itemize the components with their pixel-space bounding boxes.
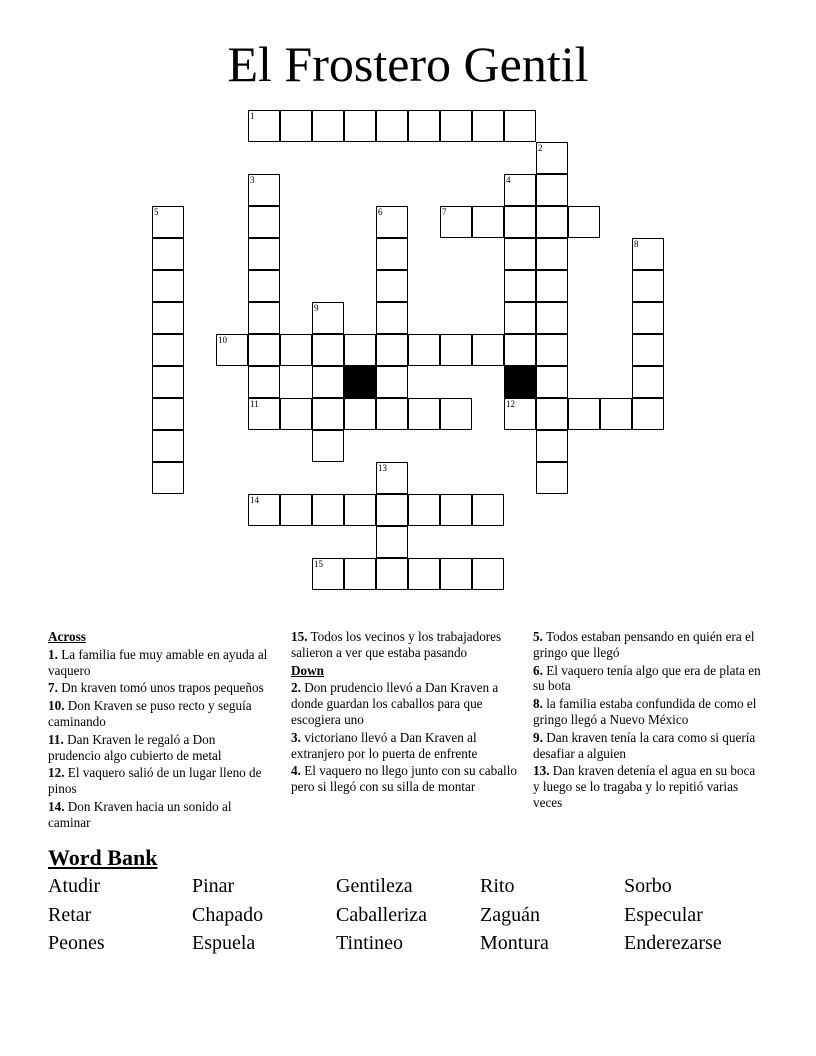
word-bank-word: Caballeriza [336,904,428,926]
grid-cell[interactable] [632,398,664,430]
grid-cell[interactable] [152,366,184,398]
clue-label: 2. [291,680,301,696]
word-bank-word: Chapado [192,904,264,926]
clue-label: 7. [48,680,58,696]
clue-label: 13. [533,763,550,779]
grid-cell[interactable] [440,110,472,142]
grid-cell[interactable] [504,238,536,270]
grid-cell[interactable] [344,558,376,590]
grid-cell[interactable] [536,430,568,462]
down-clue: 4. El vaquero no llego junto con su caballo pero si llegó con su silla de montar [291,763,517,795]
clue-label: 11. [48,731,64,747]
clues-column-3 [533,629,765,813]
grid-cell[interactable] [504,302,536,334]
grid-cell[interactable] [408,494,440,526]
clue-label: 6. [533,662,543,678]
grid-cell[interactable] [536,174,568,206]
down-clue: 5. Todos estaban pensando en quién era el gringo que llegó [533,629,755,660]
grid-block-cell [504,366,536,398]
down-clue: 9. Dan kraven tenía la cara como si quería desafiar a alguien [533,729,756,761]
grid-cell[interactable] [152,238,184,270]
clue-number: 13 [378,463,387,473]
grid-cell[interactable] [440,558,472,590]
clues-column-2 [291,629,521,797]
grid-cell[interactable] [504,398,536,430]
grid-cell[interactable] [376,366,408,398]
grid-cell[interactable] [152,430,184,462]
grid-cell[interactable] [376,302,408,334]
clue-label: 5. [533,629,543,644]
grid-cell[interactable] [344,494,376,526]
grid-cell[interactable] [152,334,184,366]
grid-cell[interactable] [312,398,344,430]
grid-cell[interactable] [440,494,472,526]
clue-label: 9. [533,729,543,745]
grid-cell[interactable] [376,526,408,558]
across-clue: 12. El vaquero salió de un lugar lleno de pinos [48,765,262,797]
clue-number: 12 [506,399,515,409]
across-clue: 15. Todos los vecinos y los trabajadores salieron a ver que estaba pasando [291,629,502,660]
grid-cell[interactable] [568,398,600,430]
grid-cell[interactable] [248,110,280,142]
across-clue: 1. La familia fue muy amable en ayuda al vaquero [48,646,268,678]
clue-number: 2 [538,143,543,153]
word-bank-title: Word Bank [48,845,158,870]
clue-label: 14. [48,798,65,814]
grid-cell[interactable] [504,206,536,238]
down-clue: 6. El vaquero tenía algo que era de plata en su bota [533,662,761,694]
grid-cell[interactable] [632,238,664,270]
word-bank-word: Pinar [192,875,235,897]
word-bank-word: Sorbo [624,875,672,897]
grid-cell[interactable] [536,270,568,302]
clue-number: 7 [442,207,447,217]
grid-cell[interactable] [248,270,280,302]
grid-cell[interactable] [408,398,440,430]
grid-cell[interactable] [536,366,568,398]
grid-cell[interactable] [280,398,312,430]
clue-label: 10. [48,698,65,714]
across-clue: 14. Don Kraven hacia un sonido al caminar [48,798,232,830]
grid-cell[interactable] [632,302,664,334]
grid-cell[interactable] [344,334,376,366]
grid-cell[interactable] [248,302,280,334]
grid-cell[interactable] [504,174,536,206]
grid-cell[interactable] [408,558,440,590]
word-bank-word: Retar [48,904,92,926]
grid-cell[interactable] [248,206,280,238]
grid-cell[interactable] [408,334,440,366]
grid-cell[interactable] [632,270,664,302]
grid-cell[interactable] [472,334,504,366]
clue-number: 4 [506,175,511,185]
grid-cell[interactable] [344,110,376,142]
clue-label: 12. [48,765,65,781]
page-title: El Frostero Gentil [227,36,589,92]
grid-cell[interactable] [312,366,344,398]
grid-cell[interactable] [536,398,568,430]
grid-cell[interactable] [152,206,184,238]
down-clue: 8. la familia estaba confundida de como el gringo llegó a Nuevo México [533,696,757,727]
grid-cell[interactable] [152,302,184,334]
grid-cell[interactable] [312,110,344,142]
across-clue: 10. Don Kraven se puso recto y seguía caminando [48,698,252,729]
clue-number: 8 [634,239,639,249]
grid-cell[interactable] [376,270,408,302]
grid-cell[interactable] [216,334,248,366]
word-bank-word: Espuela [192,932,256,954]
grid-cell[interactable] [248,494,280,526]
grid-cell[interactable] [376,334,408,366]
clue-number: 14 [250,495,259,505]
clue-number: 3 [250,175,255,185]
grid-cell[interactable] [280,110,312,142]
word-bank-word: Enderezarse [624,932,722,954]
grid-cell[interactable] [472,206,504,238]
grid-cell[interactable] [472,494,504,526]
down-clue: 3. victoriano llevó a Dan Kraven al extranjero por lo puerta de enfrente [291,729,478,761]
grid-cell[interactable] [376,462,408,494]
grid-cell[interactable] [376,110,408,142]
grid-cell[interactable] [536,462,568,494]
grid-cell[interactable] [472,110,504,142]
clue-number: 15 [314,559,323,569]
grid-cell[interactable] [600,398,632,430]
word-bank-word: Zaguán [480,904,540,926]
word-bank-word: Gentileza [336,875,413,897]
grid-cell[interactable] [376,494,408,526]
clue-label: 8. [533,696,543,712]
grid-cell[interactable] [376,238,408,270]
grid-cell[interactable] [312,494,344,526]
across-heading: Across [48,629,86,644]
grid-cell[interactable] [280,494,312,526]
across-clue: 11. Dan Kraven le regaló a Don prudencio algo cubierto de metal [48,731,222,763]
word-bank-word: Rito [480,875,515,897]
down-heading: Down [291,662,324,678]
grid-cell[interactable] [536,238,568,270]
grid-cell[interactable] [376,398,408,430]
grid-cell[interactable] [536,142,568,174]
grid-cell[interactable] [440,334,472,366]
word-bank-word: Peones [48,932,105,954]
grid-cell[interactable] [344,398,376,430]
grid-cell[interactable] [248,398,280,430]
word-bank-word: Montura [480,932,549,954]
grid-cell[interactable] [472,558,504,590]
word-bank-word: Especular [624,904,703,926]
clue-number: 10 [218,335,227,345]
grid-cell[interactable] [440,206,472,238]
grid-block-cell [344,366,376,398]
clue-number: 5 [154,207,159,217]
clue-label: 3. [291,729,301,745]
grid-cell[interactable] [536,334,568,366]
grid-cell[interactable] [312,430,344,462]
grid-cell[interactable] [312,558,344,590]
down-clue: 13. Dan kraven detenía el agua en su boca y luego se lo tragaba y lo repitió varias veces [533,763,756,810]
across-clue: 7. Dn kraven tomó unos trapos pequeños [48,680,264,696]
clue-number: 11 [250,399,259,409]
grid-cell[interactable] [312,302,344,334]
grid-cell[interactable] [152,462,184,494]
grid-cell[interactable] [152,270,184,302]
grid-cell[interactable] [632,334,664,366]
grid-cell[interactable] [280,334,312,366]
grid-cell[interactable] [568,206,600,238]
grid-cell[interactable] [248,334,280,366]
grid-cell[interactable] [312,334,344,366]
clue-number: 1 [250,111,255,121]
grid-cell[interactable] [376,558,408,590]
grid-cell[interactable] [504,270,536,302]
grid-cell[interactable] [536,206,568,238]
clue-label: 4. [291,763,301,779]
grid-cell[interactable] [504,110,536,142]
grid-cell[interactable] [504,334,536,366]
clue-number: 9 [314,303,319,313]
grid-cell[interactable] [408,110,440,142]
grid-cell[interactable] [536,302,568,334]
grid-cell[interactable] [376,206,408,238]
grid-cell[interactable] [248,174,280,206]
clues-column-1 [48,629,270,833]
word-bank-word: Atudir [48,875,101,897]
grid-cell[interactable] [632,366,664,398]
down-clue: 2. Don prudencio llevó a Dan Kraven a donde guardan los caballos para que escogiera uno [291,680,499,727]
clue-number: 6 [378,207,383,217]
grid-cell[interactable] [248,366,280,398]
clue-label: 15. [291,629,308,644]
clue-label: 1. [48,646,58,662]
word-bank-word: Tintineo [336,932,404,954]
grid-cell[interactable] [440,398,472,430]
grid-cell[interactable] [248,238,280,270]
grid-cell[interactable] [152,398,184,430]
